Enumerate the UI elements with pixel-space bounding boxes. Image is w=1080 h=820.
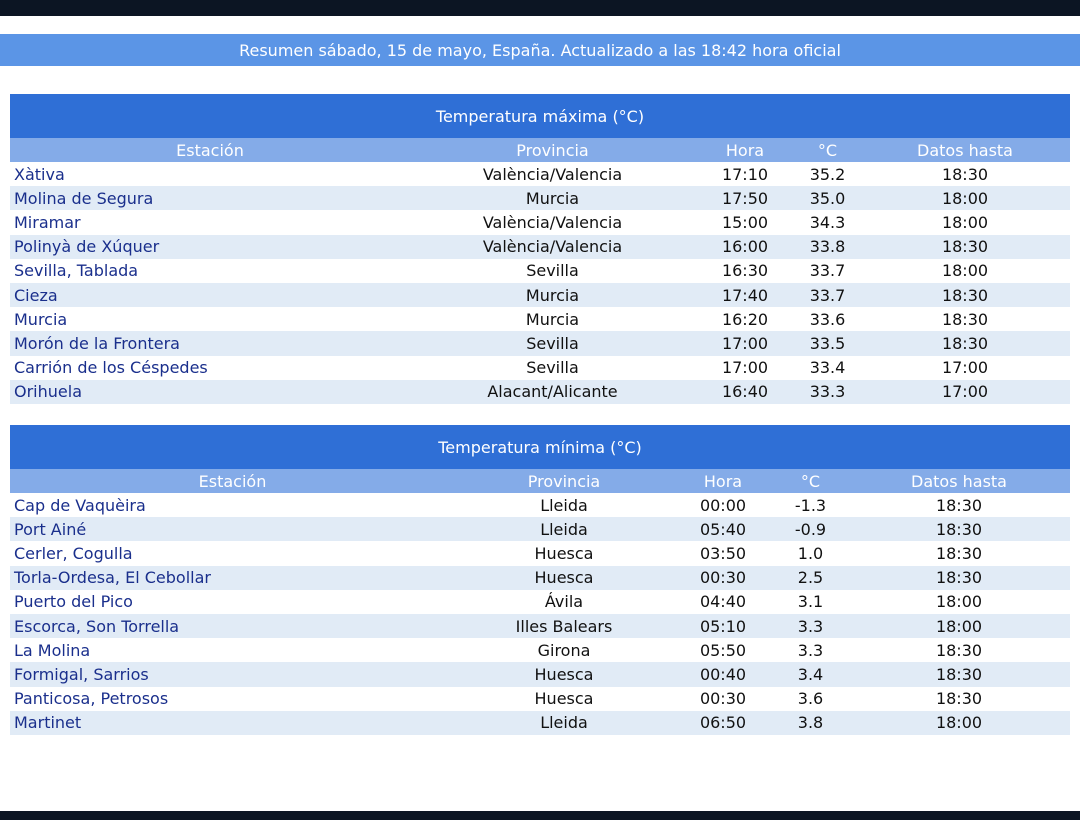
temperature-cell: 3.6 (797, 689, 824, 709)
data-until-cell: 18:30 (935, 664, 983, 684)
max-temperature-table (10, 94, 1070, 404)
table-row (10, 638, 1070, 662)
station-link[interactable]: Orihuela (14, 382, 82, 402)
table-row (10, 614, 1070, 638)
province-cell: València/Valencia (482, 164, 623, 184)
table-row (10, 687, 1070, 711)
column-header-hora[interactable]: Hora (725, 140, 765, 160)
bottom-frame-bar (0, 811, 1080, 820)
column-header-provincia[interactable]: Provincia (516, 140, 589, 160)
station-link[interactable]: Escorca, Son Torrella (14, 616, 180, 636)
province-cell: Huesca (534, 664, 594, 684)
temperature-cell: 33.7 (809, 261, 846, 281)
data-until-cell: 18:00 (935, 616, 983, 636)
time-cell: 15:00 (721, 212, 769, 232)
summary-banner: Resumen sábado, 15 de mayo, España. Actualizado a las 18:42 hora oficial (0, 34, 1080, 66)
station-link[interactable]: Panticosa, Petrosos (14, 689, 169, 709)
time-cell: 17:50 (721, 188, 769, 208)
column-header-grados[interactable]: °C (817, 140, 838, 160)
province-cell: Lleida (540, 713, 588, 733)
temperature-cell: 33.4 (809, 358, 846, 378)
data-until-cell: 18:30 (935, 519, 983, 539)
time-cell: 17:10 (721, 164, 769, 184)
province-cell: Huesca (534, 568, 594, 588)
table-row (10, 493, 1070, 517)
station-link[interactable]: Molina de Segura (14, 188, 154, 208)
top-frame-bar (0, 0, 1080, 16)
province-cell: Murcia (525, 309, 580, 329)
data-until-cell: 18:00 (941, 188, 989, 208)
max-temperature-body (10, 162, 1070, 404)
data-until-cell: 17:00 (941, 358, 989, 378)
temperature-cell: 3.8 (797, 713, 824, 733)
station-link[interactable]: Cieza (14, 285, 58, 305)
temperature-cell: 33.8 (809, 237, 846, 257)
min-temperature-table (10, 425, 1070, 735)
province-cell: Lleida (540, 495, 588, 515)
max-temperature-title: Temperatura máxima (°C) (10, 94, 1070, 138)
province-cell: Huesca (534, 689, 594, 709)
province-cell: Alacant/Alicante (487, 382, 618, 402)
table-row (10, 307, 1070, 331)
table-row (10, 210, 1070, 234)
station-link[interactable]: Cerler, Cogulla (14, 543, 133, 563)
time-cell: 17:00 (721, 358, 769, 378)
temperature-cell: 33.3 (809, 382, 846, 402)
province-cell: Huesca (534, 543, 594, 563)
station-link[interactable]: La Molina (14, 640, 91, 660)
temperature-cell: -0.9 (794, 519, 827, 539)
column-header-estacion[interactable]: Estación (176, 140, 244, 160)
station-link[interactable]: Puerto del Pico (14, 592, 133, 612)
column-header-estacion[interactable]: Estación (198, 471, 267, 491)
table-row (10, 283, 1070, 307)
temperature-cell: 1.0 (797, 543, 824, 563)
time-cell: 16:30 (721, 261, 769, 281)
province-cell: València/Valencia (482, 237, 623, 257)
time-cell: 00:30 (699, 689, 747, 709)
column-header-grados[interactable]: °C (800, 471, 821, 491)
data-until-cell: 18:30 (941, 333, 989, 353)
column-header-hora[interactable]: Hora (703, 471, 743, 491)
province-cell: Murcia (525, 188, 580, 208)
time-cell: 00:30 (699, 568, 747, 588)
column-header-datos-hasta[interactable]: Datos hasta (911, 471, 1007, 491)
table-row (10, 517, 1070, 541)
data-until-cell: 18:00 (935, 592, 983, 612)
data-until-cell: 18:30 (935, 689, 983, 709)
data-until-cell: 18:30 (941, 164, 989, 184)
time-cell: 16:20 (721, 309, 769, 329)
data-until-cell: 18:30 (941, 285, 989, 305)
province-cell: Sevilla (526, 261, 579, 281)
temperature-cell: 3.1 (797, 592, 824, 612)
time-cell: 00:00 (699, 495, 747, 515)
province-cell: Girona (537, 640, 591, 660)
table-row (10, 566, 1070, 590)
data-until-cell: 18:30 (941, 309, 989, 329)
station-link[interactable]: Morón de la Frontera (14, 333, 180, 353)
province-cell: València/Valencia (482, 212, 623, 232)
table-row (10, 590, 1070, 614)
time-cell: 17:00 (721, 333, 769, 353)
data-until-cell: 18:30 (941, 237, 989, 257)
province-cell: Murcia (525, 285, 580, 305)
time-cell: 05:40 (699, 519, 747, 539)
table-row (10, 541, 1070, 565)
station-link[interactable]: Cap de Vaquèira (14, 495, 146, 515)
time-cell: 05:50 (699, 640, 747, 660)
table-row (10, 259, 1070, 283)
temperature-cell: 3.3 (797, 640, 824, 660)
time-cell: 06:50 (699, 713, 747, 733)
data-until-cell: 18:00 (941, 212, 989, 232)
table-row (10, 235, 1070, 259)
province-cell: Sevilla (526, 333, 579, 353)
time-cell: 00:40 (699, 664, 747, 684)
temperature-cell: 3.3 (797, 616, 824, 636)
table-row (10, 380, 1070, 404)
time-cell: 04:40 (699, 592, 747, 612)
station-link[interactable]: Miramar (14, 212, 81, 232)
min-temperature-body (10, 493, 1070, 735)
province-cell: Lleida (540, 519, 588, 539)
temperature-cell: 33.5 (809, 333, 846, 353)
time-cell: 05:10 (699, 616, 747, 636)
time-cell: 16:00 (721, 237, 769, 257)
time-cell: 03:50 (699, 543, 747, 563)
table-row (10, 662, 1070, 686)
column-header-datos-hasta[interactable]: Datos hasta (917, 140, 1013, 160)
station-link[interactable]: Formigal, Sarrios (14, 664, 149, 684)
temperature-cell: 33.6 (809, 309, 846, 329)
station-link[interactable]: Torla-Ordesa, El Cebollar (14, 568, 211, 588)
data-until-cell: 18:30 (935, 640, 983, 660)
data-until-cell: 18:30 (935, 568, 983, 588)
time-cell: 16:40 (721, 382, 769, 402)
province-cell: Ávila (544, 592, 584, 612)
temperature-cell: 3.4 (797, 664, 824, 684)
station-link[interactable]: Port Ainé (14, 519, 87, 539)
table-row (10, 186, 1070, 210)
table-header-row (10, 138, 1070, 162)
temperature-cell: 35.0 (809, 188, 846, 208)
station-link[interactable]: Martinet (14, 713, 82, 733)
min-temperature-title: Temperatura mínima (°C) (10, 425, 1070, 469)
station-link[interactable]: Xàtiva (14, 164, 65, 184)
province-cell: Sevilla (526, 358, 579, 378)
temperature-cell: 35.2 (809, 164, 846, 184)
temperature-cell: 33.7 (809, 285, 846, 305)
table-row (10, 331, 1070, 355)
data-until-cell: 18:00 (935, 713, 983, 733)
temperature-cell: 2.5 (797, 568, 824, 588)
province-cell: Illes Balears (515, 616, 613, 636)
column-header-provincia[interactable]: Provincia (527, 471, 601, 491)
data-until-cell: 18:00 (941, 261, 989, 281)
station-link[interactable]: Sevilla, Tablada (14, 261, 139, 281)
table-header-row (10, 469, 1070, 493)
data-until-cell: 17:00 (941, 382, 989, 402)
station-link[interactable]: Carrión de los Céspedes (14, 358, 208, 378)
time-cell: 17:40 (721, 285, 769, 305)
temperature-cell: -1.3 (794, 495, 827, 515)
data-until-cell: 18:30 (935, 495, 983, 515)
table-row (10, 356, 1070, 380)
temperature-cell: 34.3 (809, 212, 846, 232)
data-until-cell: 18:30 (935, 543, 983, 563)
table-row (10, 711, 1070, 735)
station-link[interactable]: Murcia (14, 309, 68, 329)
station-link[interactable]: Polinyà de Xúquer (14, 237, 160, 257)
table-row (10, 162, 1070, 186)
